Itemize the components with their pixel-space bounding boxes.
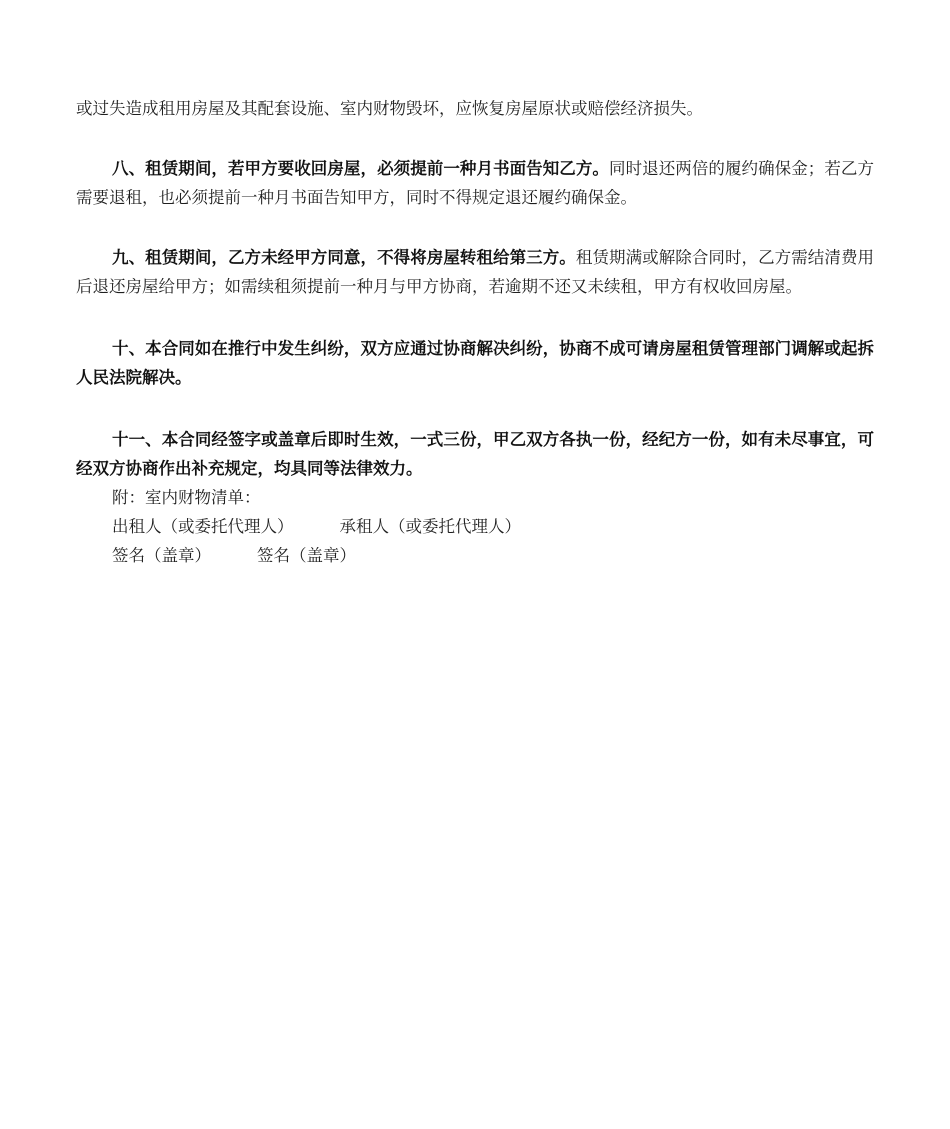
lessee-label: 承租人（或委托代理人） [339,517,521,536]
clause-10-paragraph [76,334,874,392]
lessee-signature-label: 签名（盖章） [257,546,356,565]
attachment-line [76,483,874,512]
clause-9-paragraph [76,243,874,301]
clause-10-text: 十、本合同如在推行中发生纠纷，双方应通过协商解决纠纷，协商不成可请房屋租赁管理部门调解或起拆人民法院解决。 [76,339,874,387]
signatures-line [76,541,874,570]
clause-8-body: 同时退还两倍的履约确保金；若乙方需要退租，也必须提前一种月书面告知甲方，同时不得规定退还履约确保金。 [76,159,875,207]
clause-11-paragraph [76,425,874,483]
attachment-label: 附：室内财物清单： [112,488,261,507]
clause-8-paragraph [76,154,874,212]
clause-9-heading: 九、租赁期间，乙方未经甲方同意，不得将房屋转租给第三方。 [112,248,576,267]
parties-line [76,512,874,541]
lessor-label: 出租人（或委托代理人） [112,517,294,536]
continuation-text: 或过失造成租用房屋及其配套设施、室内财物毁坏，应恢复房屋原状或赔偿经济损失。 [76,99,703,118]
continuation-paragraph [76,94,874,123]
lessor-signature-label: 签名（盖章） [112,546,211,565]
clause-9-body: 租赁期满或解除合同时，乙方需结清费用后退还房屋给甲方；如需续租须提前一种月与甲方协商，若逾期不还又未续租，甲方有权收回房屋。 [76,248,875,296]
clause-8-heading: 八、租赁期间，若甲方要收回房屋，必须提前一种月书面告知乙方。 [112,159,609,178]
clause-11-text: 十一、本合同经签字或盖章后即时生效，一式三份，甲乙双方各执一份，经纪方一份，如有未尽事宜，可经双方协商作出补充规定，均具同等法律效力。 [76,430,874,478]
